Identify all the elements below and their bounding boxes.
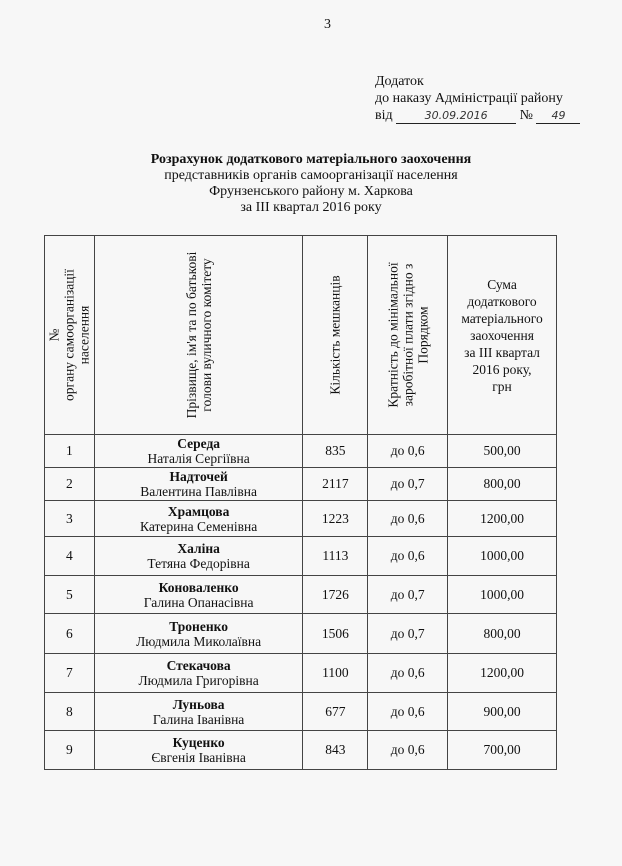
header-text: матеріального xyxy=(461,310,543,326)
row-number: 7 xyxy=(45,654,95,693)
document-title xyxy=(0,152,622,216)
payment-table xyxy=(44,235,557,770)
table-row xyxy=(45,435,557,468)
table-row xyxy=(45,731,557,770)
surname: Стекачова xyxy=(166,658,231,673)
person-name xyxy=(94,731,303,770)
residents-count: 2117 xyxy=(303,468,368,501)
residents-count: 1506 xyxy=(303,614,368,654)
given-names: Тетяна Федорівна xyxy=(147,556,250,571)
residents-count: 1726 xyxy=(303,576,368,614)
date-prefix: від xyxy=(375,108,393,123)
person-name xyxy=(94,654,303,693)
residents-count: 1223 xyxy=(303,501,368,537)
residents-count: 835 xyxy=(303,435,368,468)
payment-sum: 1000,00 xyxy=(448,537,557,576)
header-text: Кількість мешканців xyxy=(327,275,343,395)
table-row xyxy=(45,614,557,654)
given-names: Наталія Сергіївна xyxy=(147,451,250,466)
handwritten-date: 30.09.2016 xyxy=(396,109,516,124)
header-org-number xyxy=(45,236,95,435)
wage-ratio: до 0,6 xyxy=(368,654,448,693)
wage-ratio: до 0,6 xyxy=(368,501,448,537)
wage-ratio: до 0,7 xyxy=(368,614,448,654)
row-number: 8 xyxy=(45,693,95,731)
payment-sum: 800,00 xyxy=(448,614,557,654)
number-prefix: № xyxy=(519,108,533,123)
header-text: № xyxy=(46,328,62,342)
given-names: Галина Іванівна xyxy=(152,711,245,727)
header-full-name xyxy=(94,236,303,435)
page-number: 3 xyxy=(324,17,331,32)
surname: Луньова xyxy=(172,696,225,712)
addendum-block xyxy=(375,73,580,124)
surname: Коноваленко xyxy=(158,579,239,595)
payment-sum: 900,00 xyxy=(448,693,557,731)
person-name xyxy=(94,576,303,614)
table-row xyxy=(45,576,557,614)
surname: Куценко xyxy=(172,735,225,750)
payment-sum: 700,00 xyxy=(448,731,557,770)
addendum-date-line xyxy=(375,107,580,124)
table-row xyxy=(45,654,557,693)
surname: Халіна xyxy=(177,541,220,556)
row-number: 9 xyxy=(45,731,95,770)
given-names: Євгенія Іванівна xyxy=(151,750,246,765)
row-number: 1 xyxy=(45,435,95,468)
table-row xyxy=(45,468,557,501)
given-names: Людмила Миколаївна xyxy=(136,633,262,649)
person-name xyxy=(94,537,303,576)
handwritten-number: 49 xyxy=(536,109,580,124)
header-text: грн xyxy=(492,378,512,394)
wage-ratio: до 0,6 xyxy=(368,731,448,770)
payment-sum: 1200,00 xyxy=(448,654,557,693)
header-text: за ІІІ квартал xyxy=(464,344,540,360)
payment-sum: 1000,00 xyxy=(448,576,557,614)
surname: Середа xyxy=(177,436,221,451)
header-residents xyxy=(303,236,368,435)
title-main: Розрахунок додаткового матеріального заохочення xyxy=(150,152,472,167)
header-text: населення xyxy=(76,305,92,365)
header-text: Прізвище, ім'я та по батькові xyxy=(183,251,199,419)
residents-count: 1113 xyxy=(303,537,368,576)
given-names: Катерина Семенівна xyxy=(140,518,258,534)
person-name xyxy=(94,435,303,468)
person-name xyxy=(94,614,303,654)
row-number: 6 xyxy=(45,614,95,654)
table-row xyxy=(45,501,557,537)
surname: Надточей xyxy=(169,469,228,484)
wage-ratio: до 0,6 xyxy=(368,537,448,576)
header-text: Кратність до мінімальної xyxy=(385,262,401,408)
title-line-3: Фрунзенського району м. Харкова xyxy=(209,184,413,199)
surname: Храмцова xyxy=(167,503,230,519)
addendum-order-ref: до наказу Адміністрації району xyxy=(375,91,563,106)
header-text: органу самоорганізації xyxy=(61,269,77,401)
residents-count: 843 xyxy=(303,731,368,770)
wage-ratio: до 0,7 xyxy=(368,468,448,501)
row-number: 3 xyxy=(45,501,95,537)
person-name xyxy=(94,501,303,537)
payment-sum: 1200,00 xyxy=(448,501,557,537)
header-text: додаткового xyxy=(467,293,537,309)
header-text: 2016 року, xyxy=(472,361,532,377)
wage-ratio: до 0,6 xyxy=(368,693,448,731)
header-ratio xyxy=(368,236,448,435)
row-number: 4 xyxy=(45,537,95,576)
title-line-4: за ІІІ квартал 2016 року xyxy=(240,200,382,215)
residents-count: 1100 xyxy=(303,654,368,693)
surname: Троненко xyxy=(169,618,228,634)
row-number: 2 xyxy=(45,468,95,501)
header-sum xyxy=(448,236,557,435)
payment-sum: 500,00 xyxy=(448,435,557,468)
residents-count: 677 xyxy=(303,693,368,731)
header-text: заробітної плати згідно з xyxy=(400,263,416,407)
wage-ratio: до 0,7 xyxy=(368,576,448,614)
header-text: Порядком xyxy=(415,306,431,364)
given-names: Людмила Григорівна xyxy=(138,673,259,688)
given-names: Валентина Павлівна xyxy=(140,484,258,499)
header-text: заохочення xyxy=(470,327,534,343)
given-names: Галина Опанасівна xyxy=(143,594,254,610)
table-header-row xyxy=(45,236,557,435)
person-name xyxy=(94,693,303,731)
table-row xyxy=(45,537,557,576)
person-name xyxy=(94,468,303,501)
wage-ratio: до 0,6 xyxy=(368,435,448,468)
table-row xyxy=(45,693,557,731)
header-text: Сума xyxy=(487,276,517,292)
title-line-2: представників органів самоорганізації населення xyxy=(164,168,458,183)
row-number: 5 xyxy=(45,576,95,614)
addendum-title: Додаток xyxy=(375,74,424,89)
payment-sum: 800,00 xyxy=(448,468,557,501)
header-text: голови вуличного комітету xyxy=(198,258,214,412)
